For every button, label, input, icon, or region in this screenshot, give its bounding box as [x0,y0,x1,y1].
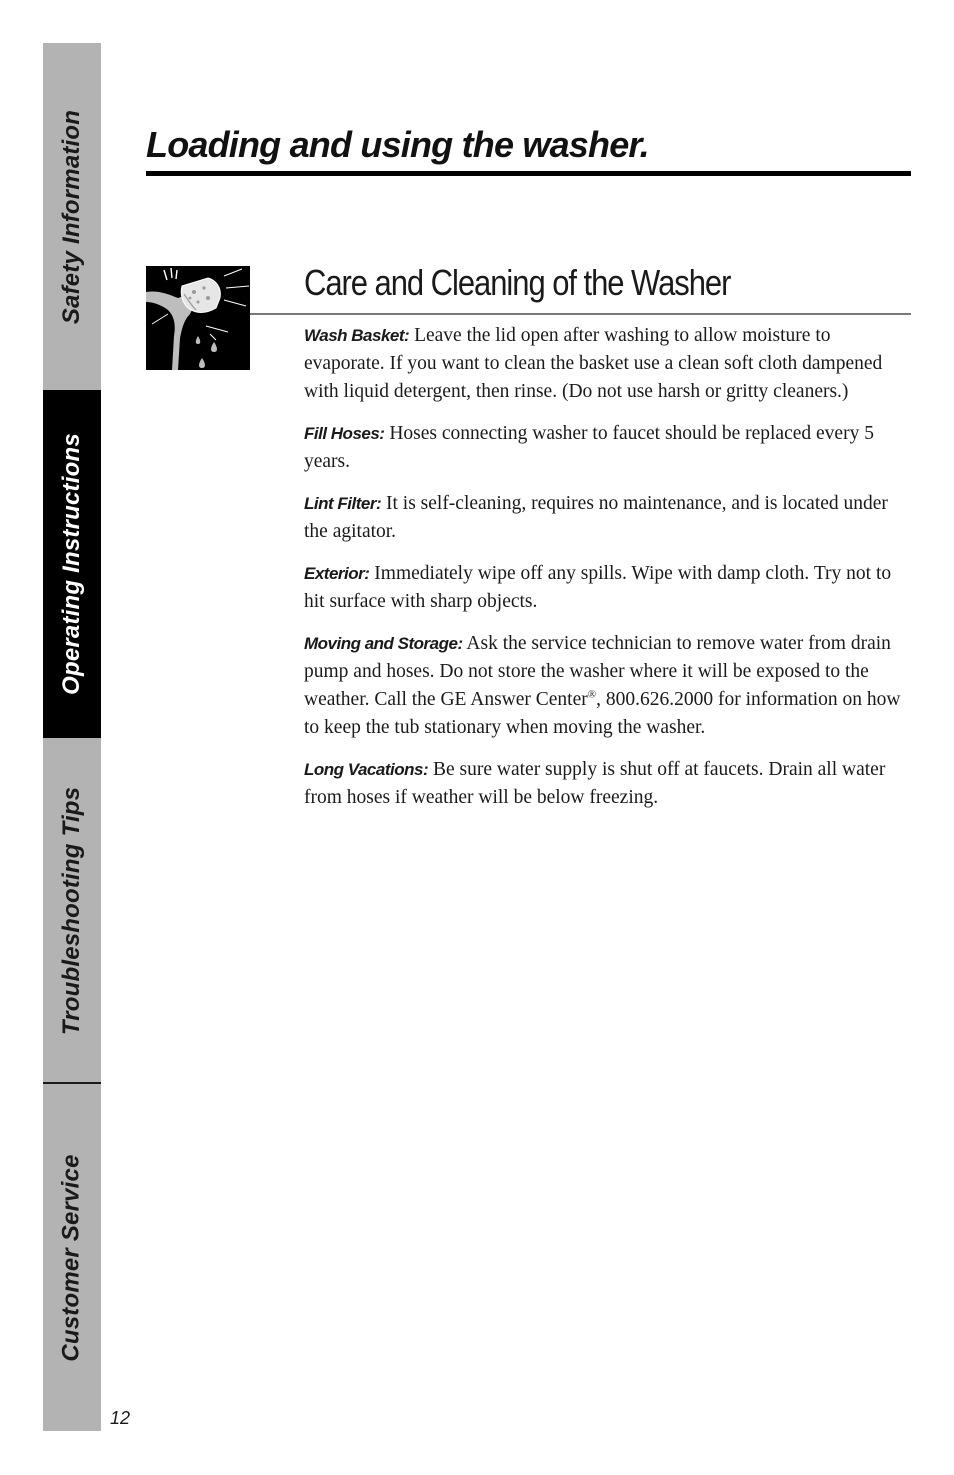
title-rule [146,171,911,176]
fill-hoses-text: Hoses connecting washer to faucet should be replaced every 5 years. [304,423,874,472]
moving-storage-term: Moving and Storage: [304,634,463,653]
section-title: Care and Cleaning of the Washer [304,262,731,303]
exterior-term: Exterior: [304,564,370,583]
fill-hoses-term: Fill Hoses: [304,424,385,443]
tab-customer-service[interactable] [43,1084,101,1431]
tab-troubleshooting-tips[interactable] [43,738,101,1083]
tab-customer-service-label: Customer Service [58,1153,86,1362]
section-rule [250,313,911,315]
moving-storage-text-after: , 800.626.2000 for information on how to keep the tub stationary when moving the washer. [304,689,901,738]
exterior-paragraph [304,560,914,616]
tab-troubleshooting-tips-label: Troubleshooting Tips [58,786,86,1035]
wash-basket-paragraph [304,322,914,406]
tab-operating-instructions[interactable] [43,390,101,738]
page-title: Loading and using the washer. [146,124,649,165]
registered-mark: ® [587,688,597,701]
tab-safety-information[interactable] [43,43,101,390]
moving-storage-paragraph [304,630,914,742]
fill-hoses-paragraph [304,420,914,476]
lint-filter-paragraph [304,490,914,546]
exterior-text: Immediately wipe off any spills. Wipe with damp cloth. Try not to hit surface with sharp objects. [304,563,892,612]
tab-safety-information-label: Safety Information [58,109,86,324]
page-number: 12 [110,1408,131,1428]
moving-storage-text-before: Ask the service technician to remove water from drain pump and hoses. Do not store the washer where it will be exposed to the weather. Call the GE Answer Center [304,633,891,710]
lint-filter-text: It is self-cleaning, requires no maintenance, and is located under the agitator. [304,493,888,542]
wash-basket-text: Leave the lid open after washing to allow moisture to evaporate. If you want to clean the basket use a clean soft cloth dampened with liquid detergent, then rinse. (Do not use harsh or gritty cleaners.) [304,325,883,402]
tab-operating-instructions-label: Operating Instructions [58,433,86,695]
wash-basket-term: Wash Basket: [304,326,410,345]
hand-with-sponge-icon [146,266,250,370]
lint-filter-term: Lint Filter: [304,494,382,513]
care-instructions [304,322,914,826]
section-tabs [43,43,101,1431]
long-vacations-term: Long Vacations: [304,760,429,779]
long-vacations-text: Be sure water supply is shut off at faucets. Drain all water from hoses if weather will be below freezing. [304,759,886,808]
long-vacations-paragraph [304,756,914,812]
